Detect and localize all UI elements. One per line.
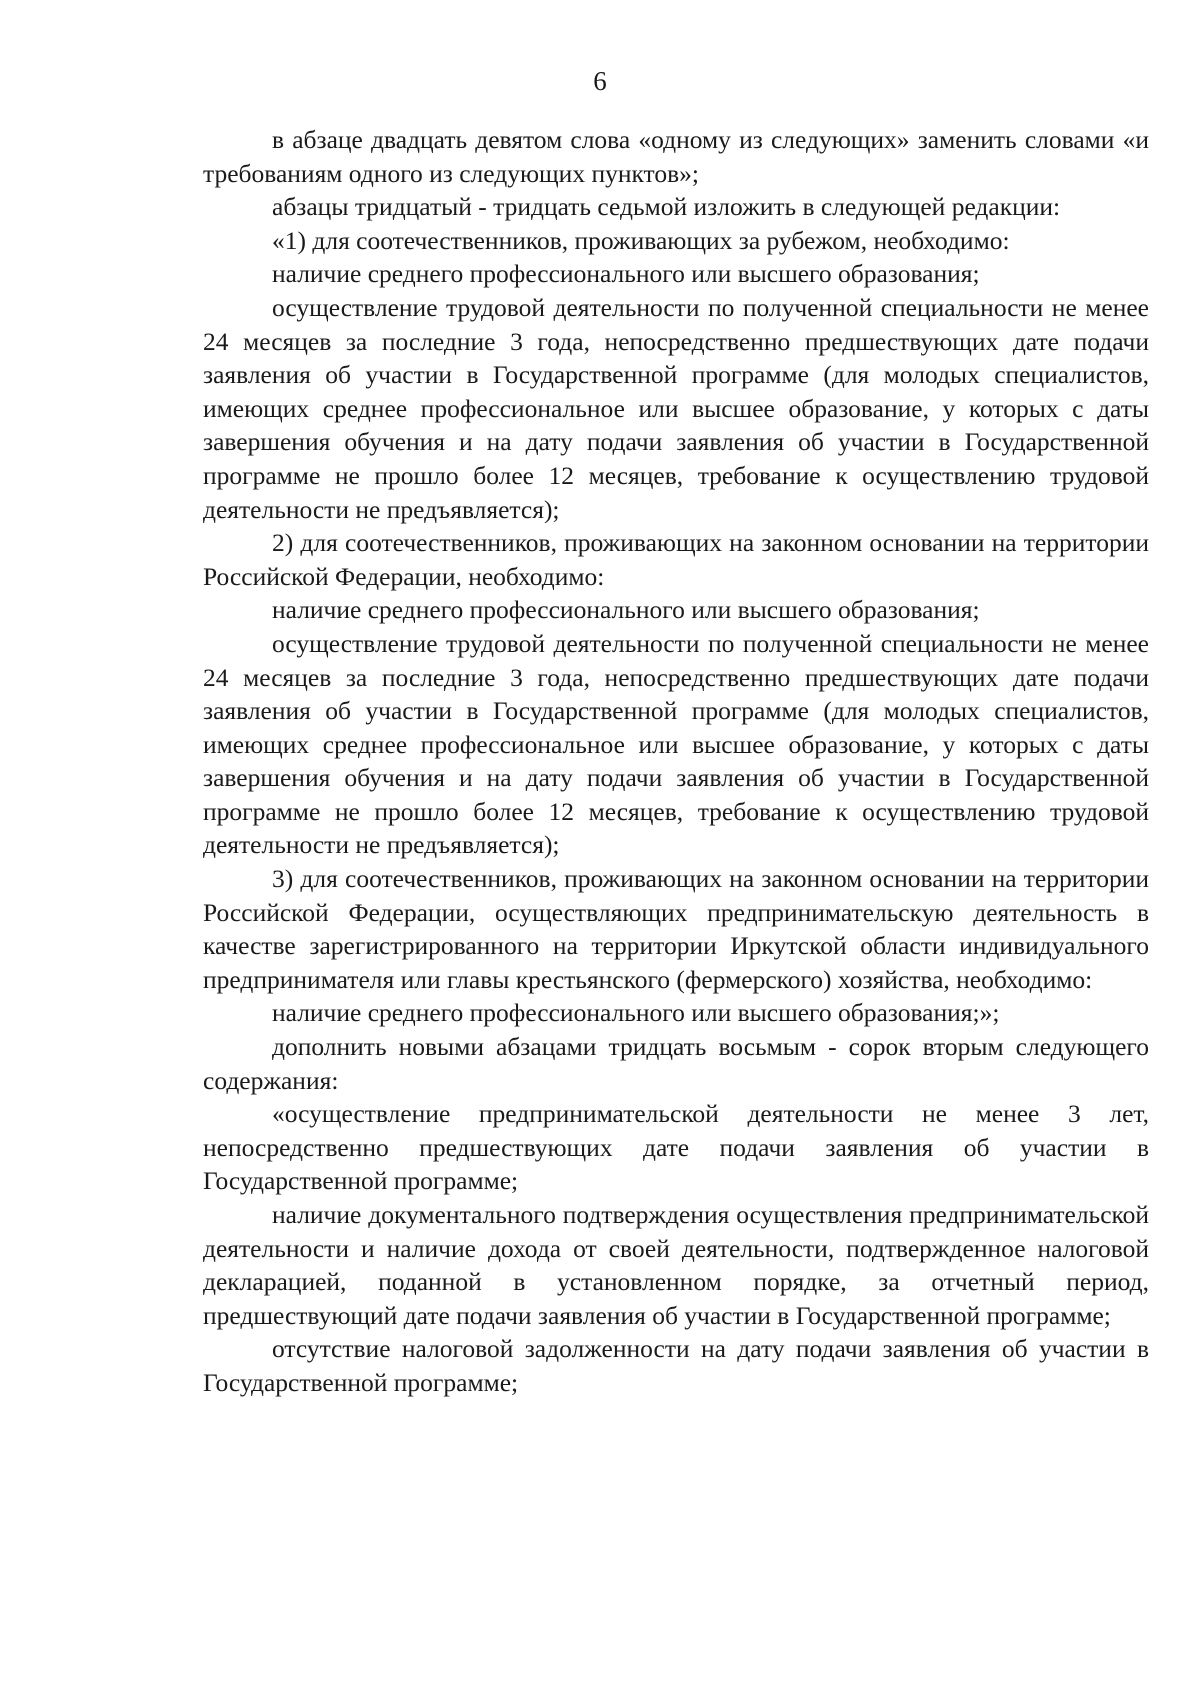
paragraph: наличие среднего профессионального или высшего образования; <box>272 259 980 289</box>
document-body <box>203 123 1149 1400</box>
page-number: 6 <box>593 66 607 96</box>
paragraph: в абзаце двадцать девятом слова «одному из следующих» заменить словами «и требованиям одного из следующих пунктов»; <box>203 125 1149 188</box>
paragraph: 3) для соотечественников, проживающих на законном основании на территории Российской Федерации, осуществляющих предпринимательскую деятельность в качестве зарегистрированного на территории Иркутской области индивидуального предпринимателя или главы крестьянского (фермерского) хозяйства, необходимо: <box>203 864 1149 994</box>
paragraph: «осуществление предпринимательской деятельности не менее 3 лет, непосредственно предшествующих дате подачи заявления об участии в Государственной программе; <box>203 1099 1149 1196</box>
paragraph: осуществление трудовой деятельности по полученной специальности не менее 24 месяцев за последние 3 года, непосредственно предшествующих дате подачи заявления об участии в Государственной программе (для молодых специалистов, имеющих среднее профессиональное или высшее образование, у которых с даты завершения обучения и на дату подачи заявления об участии в Государственной программе не прошло более 12 месяцев, требование к осуществлению трудовой деятельности не предъявляется); <box>203 292 1149 524</box>
paragraph: 2) для соотечественников, проживающих на законном основании на территории Российской Федерации, необходимо: <box>203 528 1149 591</box>
paragraph: отсутствие налоговой задолженности на дату подачи заявления об участии в Государственной программе; <box>203 1334 1149 1397</box>
paragraph: абзацы тридцатый - тридцать седьмой изложить в следующей редакции: <box>272 192 1061 222</box>
paragraph: дополнить новыми абзацами тридцать восьмым - сорок вторым следующего содержания: <box>203 1032 1149 1095</box>
paragraph: наличие среднего профессионального или высшего образования;»; <box>272 998 1000 1028</box>
paragraph: наличие документального подтверждения осуществления предпринимательской деятельности и наличие дохода от своей деятельности, подтвержденное налоговой декларацией, поданной в установленном порядке, за отчетный период, предшествующий дате подачи заявления об участии в Государственной программе; <box>203 1200 1149 1330</box>
paragraph: «1) для соотечественников, проживающих за рубежом, необходимо: <box>272 225 1010 255</box>
paragraph: наличие среднего профессионального или высшего образования; <box>272 595 980 625</box>
paragraph: осуществление трудовой деятельности по полученной специальности не менее 24 месяцев за последние 3 года, непосредственно предшествующих дате подачи заявления об участии в Государственной программе (для молодых специалистов, имеющих среднее профессиональное или высшее образование, у которых с даты завершения обучения и на дату подачи заявления об участии в Государственной программе не прошло более 12 месяцев, требование к осуществлению трудовой деятельности не предъявляется); <box>203 628 1149 860</box>
